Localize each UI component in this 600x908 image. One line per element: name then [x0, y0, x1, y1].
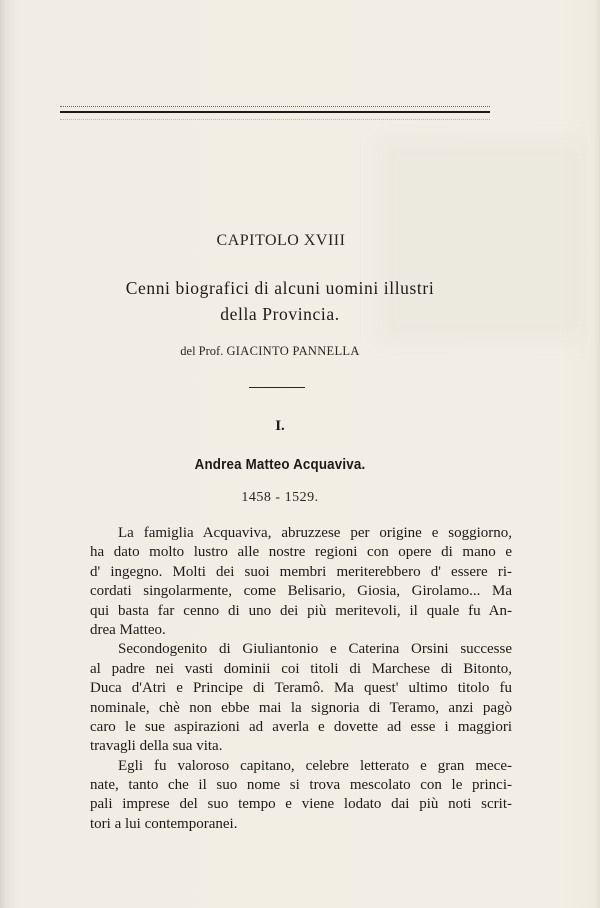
text-line: tori a lui contemporanei. [90, 815, 238, 832]
section-subject: Andrea Matteo Acquaviva. [194, 457, 366, 473]
author-name: GIACINTO PANNELLA [226, 344, 360, 358]
paragraph-3 [90, 757, 512, 835]
text-line: nominale, chè non ebbe mai la signoria di Teramo, anzi pagò [90, 699, 512, 716]
text-line: nate, tanto che il suo nome si trova mescolato con le princi- [90, 777, 512, 794]
text-line: travagli della sua vita. [90, 738, 223, 755]
header-rule [60, 111, 490, 113]
header-rule-dotted [60, 119, 490, 121]
chapter-title-line-1: Cenni biografici di alcuni uomini illustri [125, 278, 435, 298]
text-line: drea Matteo. [90, 621, 166, 638]
author-byline [0, 344, 540, 359]
text-line: al padre nei vasti dominii coi titoli di Marchese di Bitonto, [90, 660, 512, 677]
body-text [90, 524, 512, 834]
text-line: Egli fu valoroso capitano, celebre letterato e gran mece- [118, 757, 512, 774]
paragraph-1 [90, 524, 512, 640]
text-line: Duca d'Atri e Principe di Teramô. Ma quest' ultimo titolo fu [90, 680, 512, 697]
section-dates: 1458 - 1529. [241, 490, 319, 505]
chapter-label: CAPITOLO XVIII [216, 232, 346, 249]
author-prefix: del Prof. [180, 344, 224, 358]
text-line: pali imprese del suo tempo e viene lodato dai più noti scrit- [90, 796, 512, 813]
text-line: La famiglia Acquaviva, abruzzese per origine e soggiorno, [118, 525, 512, 541]
header-rule-top [60, 106, 490, 109]
text-line: d' ingegno. Molti dei suoi membri meriterebbero d' essere ri- [90, 563, 512, 580]
paragraph-2 [90, 640, 512, 756]
text-line: cordati singolarmente, come Belisario, Giosia, Girolamo... Ma [90, 583, 512, 600]
text-line: Secondogenito di Giuliantonio e Caterina Orsini successe [118, 641, 512, 658]
text-line: caro le sue aspirazioni ad averla e dovette ad esse i maggiori [90, 718, 512, 735]
chapter-title-line-2: della Provincia. [220, 304, 340, 324]
section-divider [249, 387, 305, 388]
text-line: qui basta far cenno di uno dei più meritevoli, il quale fu An- [90, 602, 512, 619]
section-number: I. [275, 418, 285, 434]
text-line: ha dato molto lustro alle nostre regioni con opere di mano e [90, 544, 512, 561]
